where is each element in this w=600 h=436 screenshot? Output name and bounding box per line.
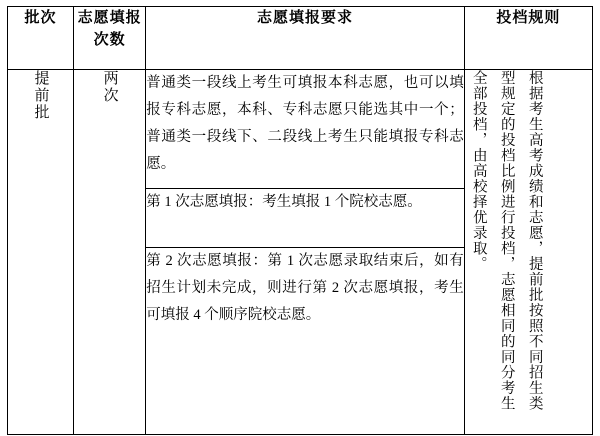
cell-batch: [8, 70, 74, 435]
cell-requirement-2: [146, 189, 465, 248]
column-header-requirement: 志愿填报要求: [146, 7, 465, 70]
cell-times: [74, 70, 146, 435]
column-header-times: 志愿填报次数: [74, 7, 146, 70]
cell-times-text: 两次: [101, 70, 118, 104]
requirement-text-3: 第 2 次志愿填报：第 1 次志愿录取结束后，如有招生计划未完成，则进行第 2 次志愿填报，考生可填报 4 个顺序院校志愿。: [146, 253, 464, 323]
cell-requirement-1: [146, 70, 465, 189]
requirement-text-2: 第 1 次志愿填报：考生填报 1 个院校志愿。: [146, 194, 422, 210]
table-document: [0, 6, 600, 436]
column-header-batch: 批次: [8, 7, 74, 70]
cell-rule-text: 根据考生高考成绩和志愿，提前批按照不同招生类型规定的投档比例进行投档，志愿相同的同分考生全部投档，由高校择优录取。: [470, 70, 543, 411]
cell-requirement-3: [146, 248, 465, 435]
column-header-rule: 投档规则: [464, 7, 592, 70]
requirement-text-1: 普通类一段线上考生可填报本科志愿，也可以填报专科志愿，本科、专科志愿只能选其中一个；普通类一段线下、二段线上考生只能填报专科志愿。: [146, 75, 464, 172]
table-row: [8, 70, 593, 189]
admission-rules-table: [7, 6, 593, 435]
cell-rule: [464, 70, 592, 435]
cell-batch-text: 提前批: [32, 70, 49, 121]
table-header-row: [8, 7, 593, 70]
